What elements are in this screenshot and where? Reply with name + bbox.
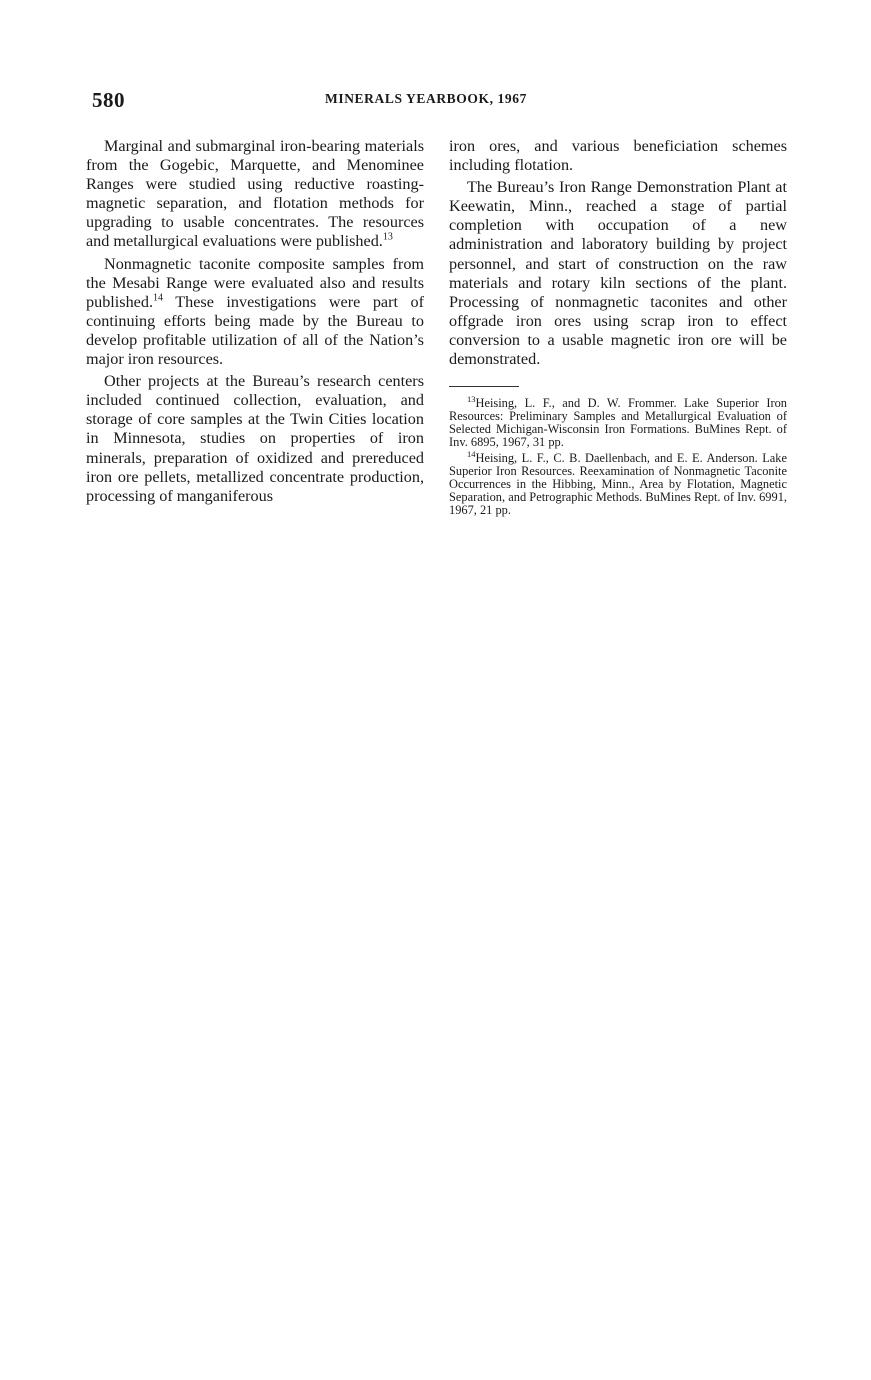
paragraph-text: These investigations were part of continuing efforts being made by the Bureau to develop profitable utilization of all of the Nation’s major iron resources. bbox=[86, 292, 424, 369]
footnote-number: 13 bbox=[467, 394, 476, 404]
paragraph-other-projects bbox=[86, 372, 424, 506]
running-title: MINERALS YEARBOOK, 1967 bbox=[325, 91, 527, 106]
footnote-text: Heising, L. F., C. B. Daellenbach, and E. E. Anderson. Lake Superior Iron Resources. Reexamination of Nonmagnetic Taconite Occurrences in the Hibbing, Minn., Area by Flotation, Magnetic Separation, and Petrographic Methods. BuMines Rept. of Inv. 6991, 1967, 21 pp. bbox=[449, 451, 787, 518]
footnote-ref-13: 13 bbox=[382, 232, 393, 244]
right-column bbox=[449, 137, 787, 520]
page-number: 580 bbox=[92, 88, 125, 112]
footnote-ref-14: 14 bbox=[153, 292, 163, 304]
paragraph-text: Marginal and submarginal iron-bearing materials from the Gogebic, Marquette, and Menominee Ranges were studied using reductive roasting-magnetic separation, and flotation methods for upgrading to usable concentrates. The resources and metallurgical evaluations were published. bbox=[86, 137, 424, 251]
footnote-number: 14 bbox=[467, 449, 476, 459]
footnote-text: Heising, L. F., and D. W. Frommer. Lake Superior Iron Resources: Preliminary Samples and Metallurgical Evaluation of Selected Michigan-Wisconsin Iron Formations. BuMines Rept. of Inv. 6895, 1967, 31 pp. bbox=[449, 396, 787, 450]
paragraph-continued: iron ores, and various beneficiation schemes including flotation. bbox=[449, 137, 787, 175]
footnote-divider bbox=[449, 386, 519, 387]
paragraph-mesabi-taconite bbox=[86, 255, 424, 370]
paragraph-text: Other projects at the Bureau’s research centers included continued collection, evaluation, and storage of core samples at the Twin Cities location in Minnesota, studies on properties of iron minerals, preparation of oxidized and prereduced iron ore pellets, metallized concentrate production, processing of manganiferous bbox=[86, 372, 424, 505]
left-column bbox=[86, 137, 424, 509]
paragraph-gogebic-ranges bbox=[86, 137, 424, 252]
paragraph-text: Nonmagnetic taconite composite samples from the Mesabi Range were evaluated also and results published. bbox=[86, 254, 424, 311]
footnote-14 bbox=[449, 449, 787, 518]
paragraph-demonstration-plant: The Bureau’s Iron Range Demonstration Plant at Keewatin, Minn., reached a stage of partial completion with occupation of a new administration and laboratory building by project personnel, and start of construction on the raw materials and rotary kiln sections of the plant. Processing of nonmagnetic taconites and other offgrade iron ores using scrap iron to effect conversion to a usable magnetic iron ore will be demonstrated. bbox=[449, 178, 787, 369]
footnote-13 bbox=[449, 394, 787, 450]
